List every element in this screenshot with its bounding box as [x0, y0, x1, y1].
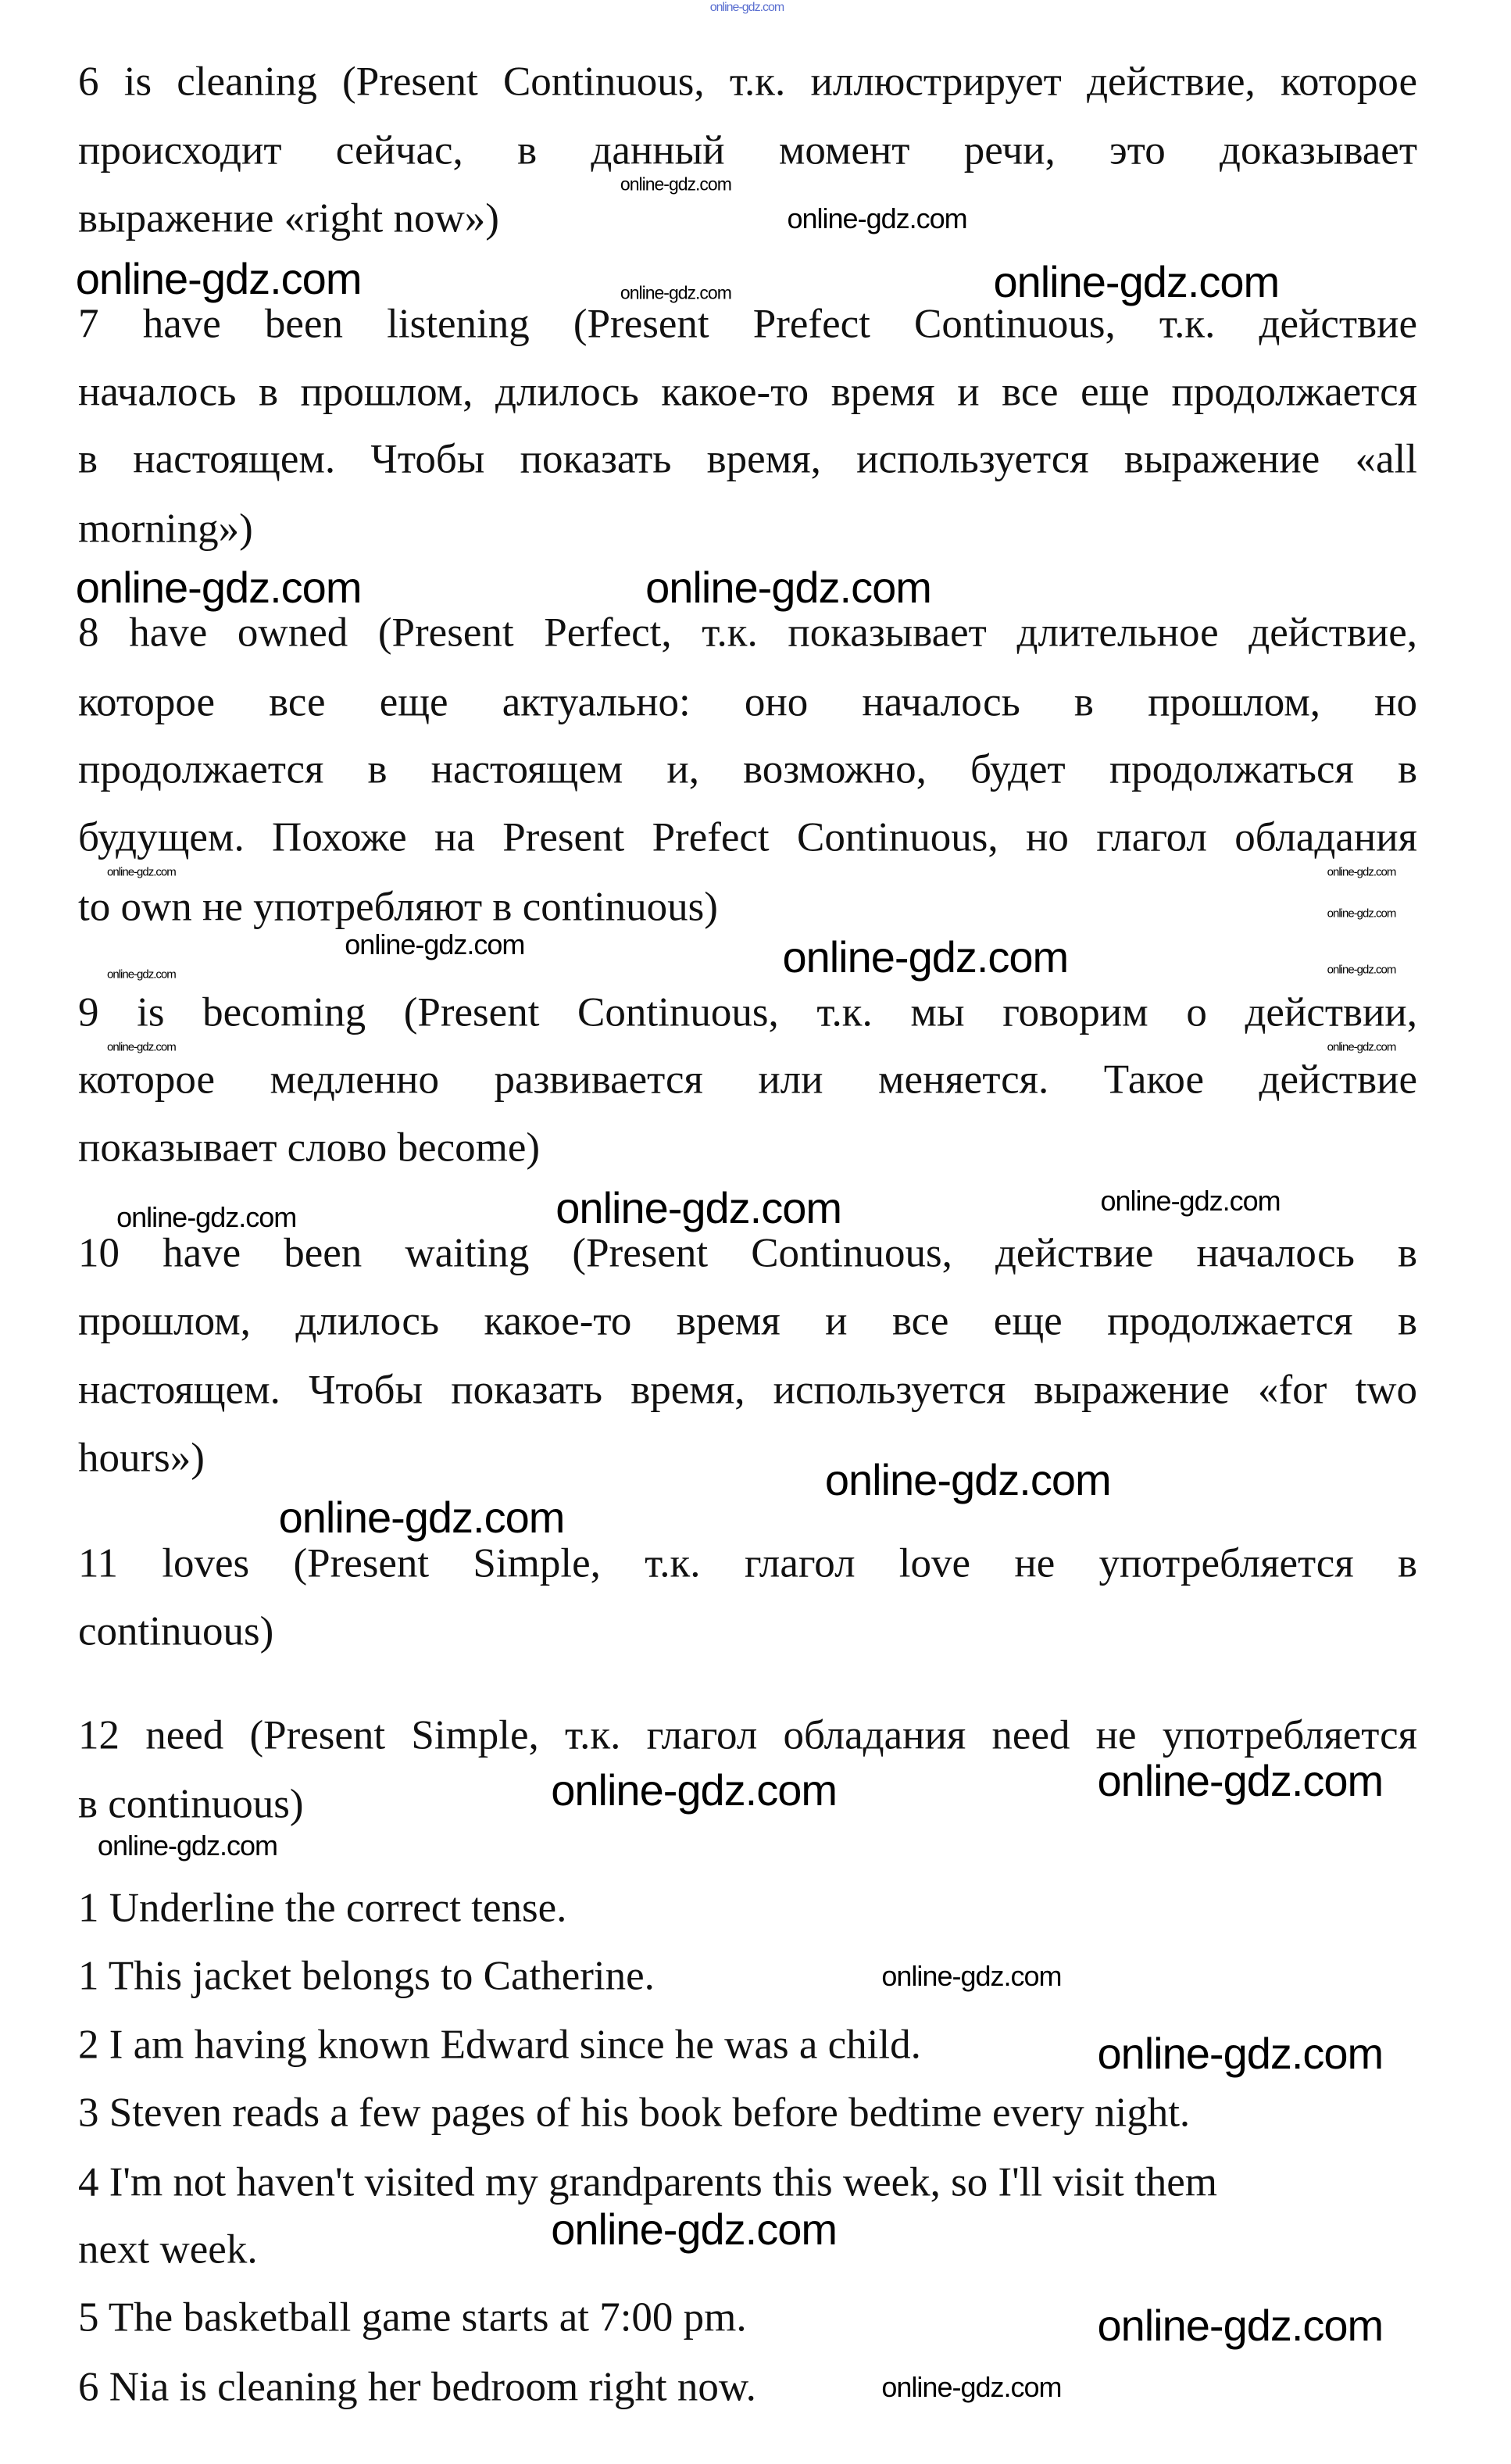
- answer-7-line: в настоящем. Чтобы показать время, используется выражение «all: [78, 436, 1417, 482]
- answer-8-line: 8 have owned (Present Perfect, т.к. показывает длительное действие,: [78, 610, 1417, 656]
- answer-7-line: 7 have been listening (Present Prefect Continuous, т.к. действие: [78, 301, 1417, 347]
- watermark: online-gdz.com: [345, 928, 525, 960]
- answer-11-line: 11 loves (Present Simple, т.к. глагол love не употребляется в: [78, 1540, 1417, 1586]
- answer-9-line: 9 is becoming (Present Continuous, т.к. мы говорим о действии,: [78, 989, 1417, 1035]
- answer-9-line: показывает слово become): [78, 1125, 540, 1171]
- watermark: online-gdz.com: [1097, 1755, 1384, 1805]
- watermark: online-gdz.com: [116, 1200, 297, 1233]
- watermark: online-gdz.com: [993, 256, 1280, 306]
- answer-8-line: to own не употребляют в continuous): [78, 884, 718, 930]
- answer-7-line: началось в прошлом, длилось какое-то время и все еще продолжается: [78, 369, 1417, 415]
- exercise-sentence: 3 Steven reads a few pages of his book before bedtime every night.: [78, 2090, 1191, 2136]
- watermark: online-gdz.com: [107, 1040, 176, 1054]
- answer-8-line: продолжается в настоящем и, возможно, будет продолжаться в: [78, 746, 1417, 792]
- watermark: online-gdz.com: [620, 173, 731, 195]
- watermark: online-gdz.com: [1327, 865, 1396, 879]
- answer-9-line: которое медленно развивается или меняется. Такое действие: [78, 1057, 1417, 1103]
- watermark: online-gdz.com: [551, 1765, 837, 1815]
- watermark: online-gdz.com: [97, 1829, 278, 1861]
- watermark: online-gdz.com: [709, 1, 784, 15]
- exercise-sentence: 5 The basketball game starts at 7:00 pm.: [78, 2294, 747, 2341]
- answer-10-line: 10 have been waiting (Present Continuous, действие началось в: [78, 1230, 1417, 1276]
- watermark: online-gdz.com: [824, 1455, 1111, 1505]
- answer-12-line: в continuous): [78, 1781, 304, 1827]
- watermark: online-gdz.com: [278, 1493, 565, 1543]
- watermark: online-gdz.com: [620, 282, 731, 303]
- exercise-sentence: 6 Nia is cleaning her bedroom right now.: [78, 2364, 756, 2410]
- answer-8-line: будущем. Похоже на Present Prefect Continuous, но глагол обладания: [78, 814, 1417, 860]
- answer-12-line: 12 need (Present Simple, т.к. глагол обладания need не употребляется: [78, 1712, 1417, 1758]
- exercise-title: 1 Underline the correct tense.: [78, 1885, 567, 1931]
- exercise-sentence: 2 I am having known Edward since he was a child.: [78, 2022, 921, 2068]
- exercise-sentence: 1 This jacket belongs to Catherine.: [78, 1953, 655, 1999]
- answer-10-line: настоящем. Чтобы показать время, используется выражение «for two: [78, 1367, 1417, 1413]
- watermark: online-gdz.com: [1097, 2028, 1384, 2078]
- watermark: online-gdz.com: [1327, 963, 1396, 977]
- watermark: online-gdz.com: [107, 967, 176, 982]
- answer-11-line: continuous): [78, 1608, 274, 1654]
- watermark: online-gdz.com: [787, 202, 967, 235]
- watermark: online-gdz.com: [107, 865, 176, 879]
- answer-6-line: 6 is cleaning (Present Continuous, т.к. иллюстрирует действие, которое: [78, 59, 1417, 105]
- answer-6-line: происходит сейчас, в данный момент речи, это доказывает: [78, 127, 1417, 173]
- watermark: online-gdz.com: [881, 2370, 1062, 2403]
- watermark: online-gdz.com: [555, 1182, 842, 1232]
- watermark: online-gdz.com: [782, 932, 1069, 982]
- answer-7-line: morning»): [78, 506, 253, 552]
- watermark: online-gdz.com: [75, 562, 362, 612]
- watermark: online-gdz.com: [551, 2205, 837, 2255]
- watermark: online-gdz.com: [1097, 2301, 1384, 2351]
- watermark: online-gdz.com: [75, 253, 362, 303]
- watermark: online-gdz.com: [1327, 907, 1396, 921]
- answer-8-line: которое все еще актуально: оно началось в прошлом, но: [78, 679, 1417, 725]
- watermark: online-gdz.com: [1100, 1185, 1281, 1218]
- answer-6-line: выражение «right now»): [78, 195, 499, 241]
- answer-10-line: hours»): [78, 1435, 205, 1481]
- answer-10-line: прошлом, длилось какое-то время и все еще продолжается в: [78, 1298, 1417, 1344]
- exercise-sentence: next week.: [78, 2226, 258, 2273]
- watermark: online-gdz.com: [881, 1959, 1062, 1992]
- watermark: online-gdz.com: [645, 562, 931, 612]
- exercise-sentence: 4 I'm not haven't visited my grandparents this week, so I'll visit them: [78, 2159, 1217, 2205]
- watermark: online-gdz.com: [1327, 1040, 1396, 1054]
